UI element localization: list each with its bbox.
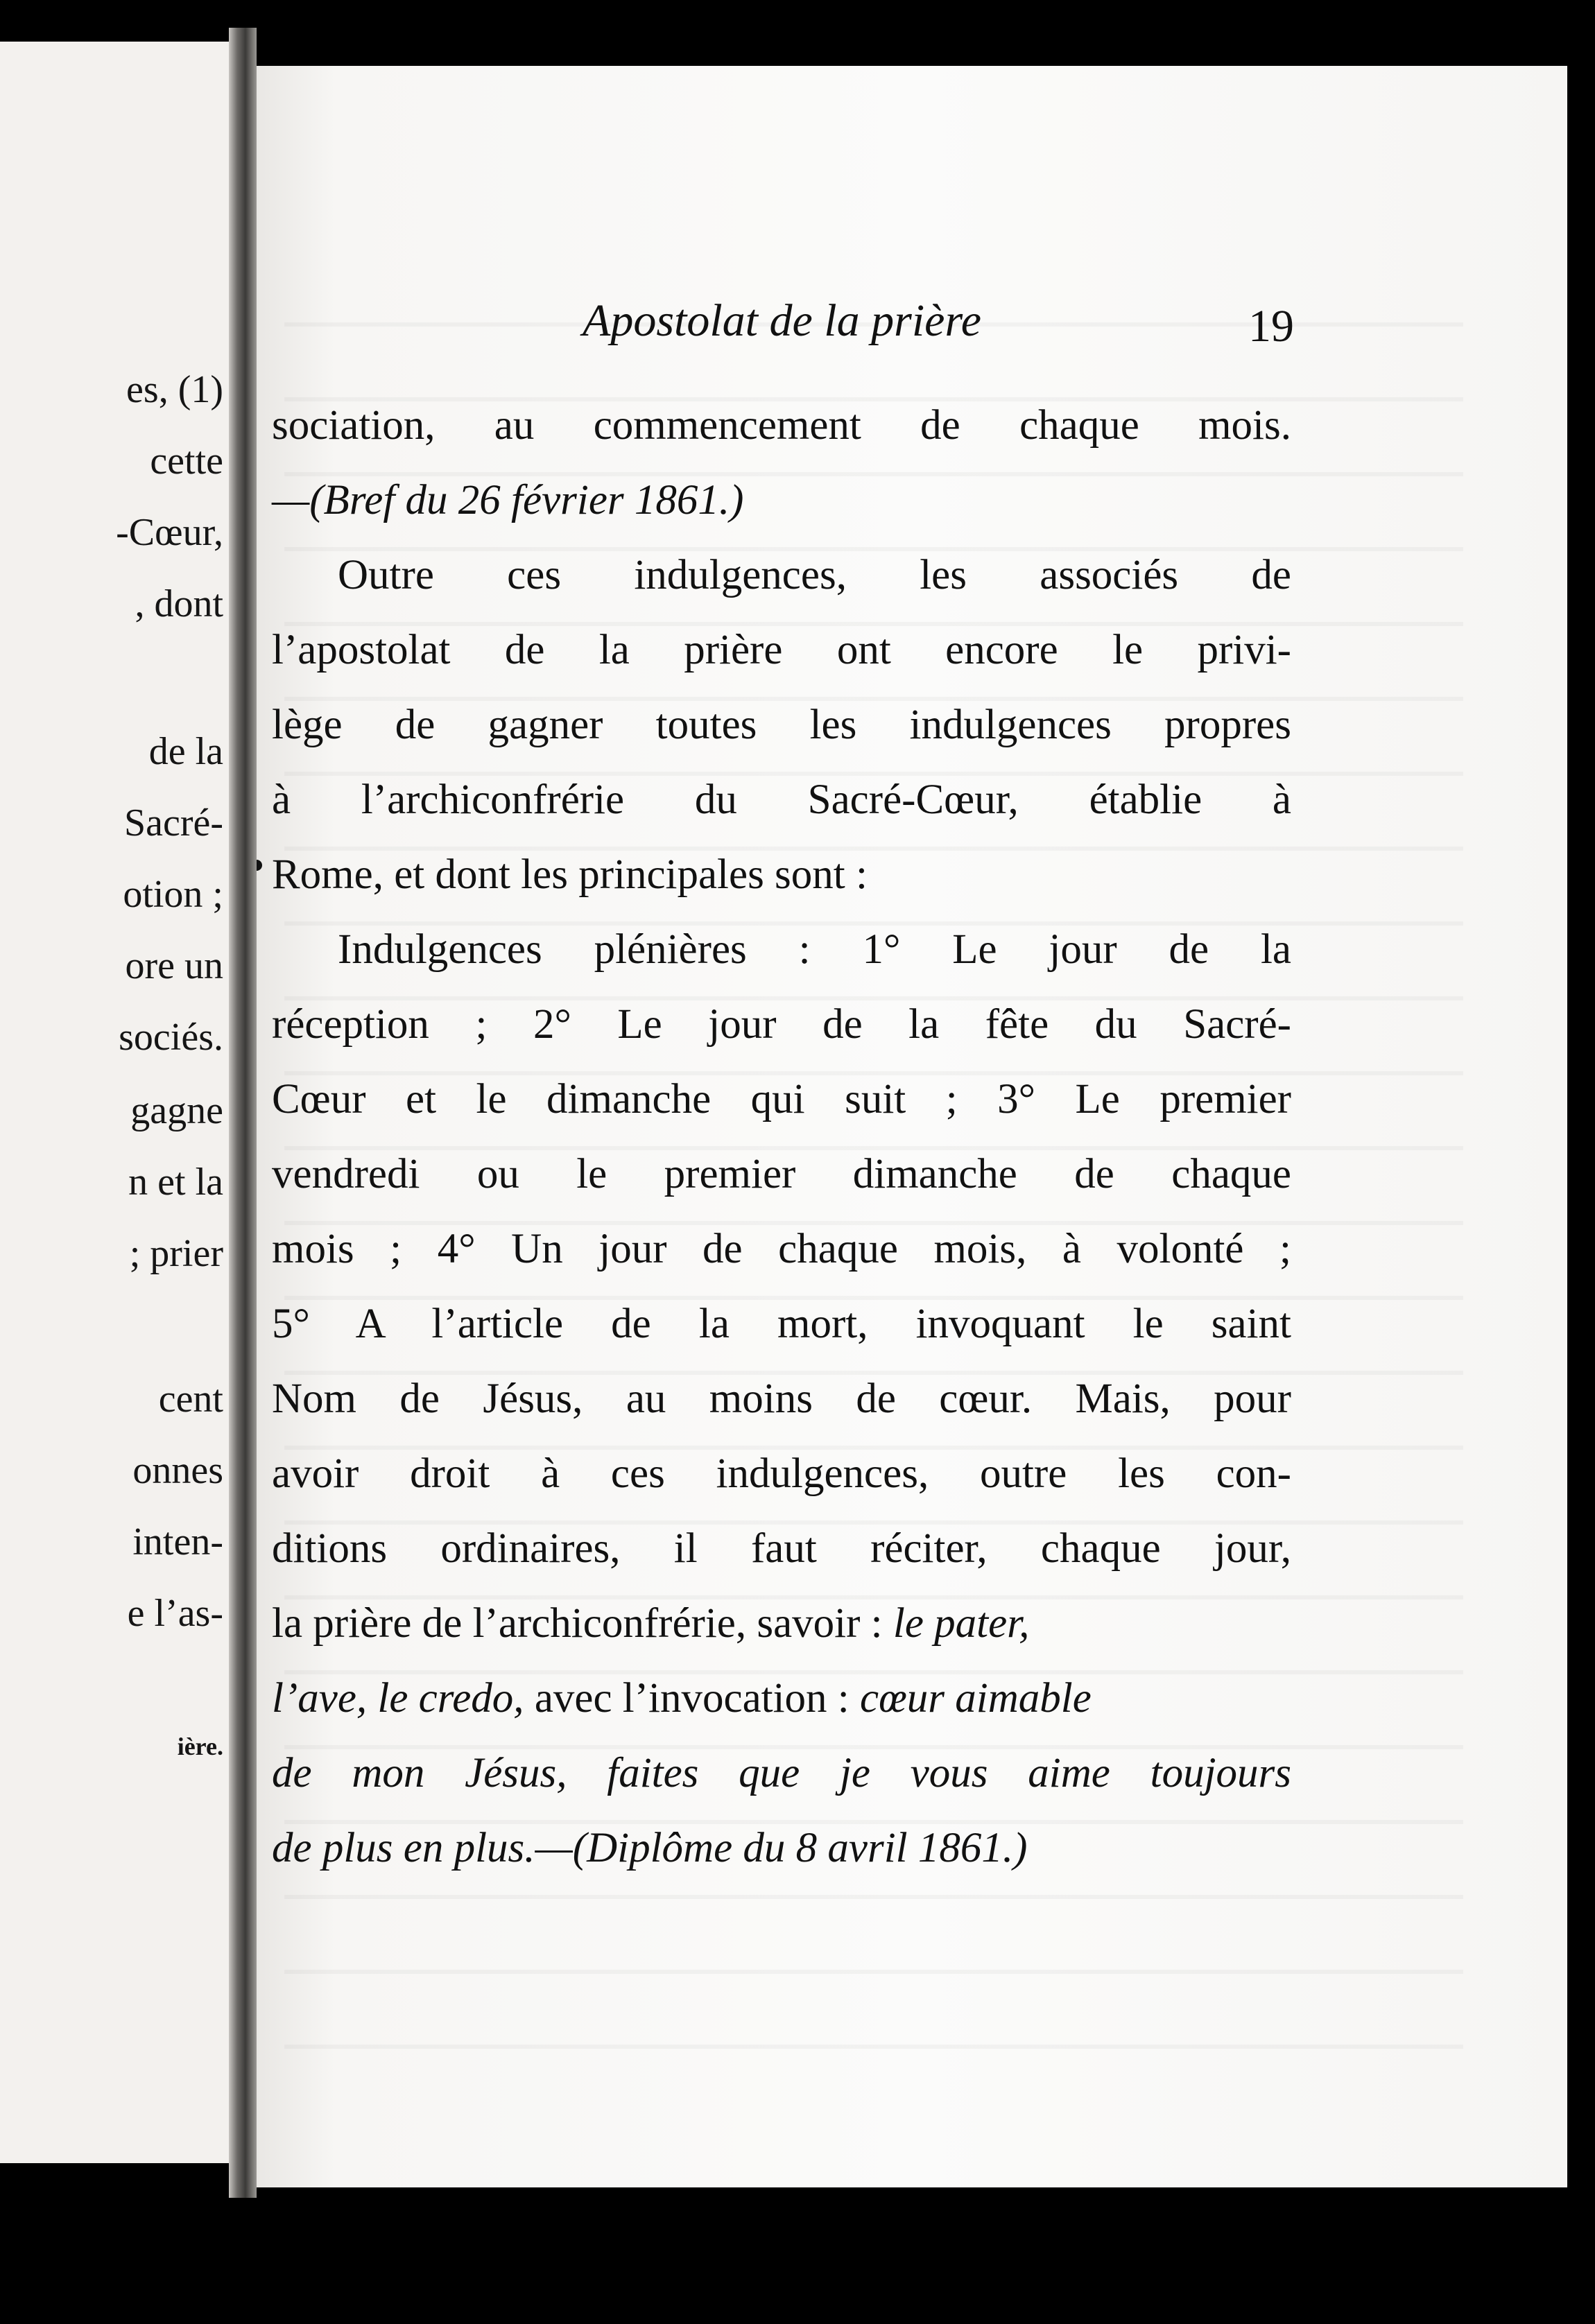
- body-text: [272, 388, 1291, 1886]
- left-fragment: gagne: [130, 1089, 223, 1132]
- left-fragment: de la: [148, 730, 223, 773]
- latin-prayer-names: l’ave, le credo,: [272, 1675, 524, 1722]
- left-fragment: otion ;: [123, 873, 223, 916]
- right-page: [257, 66, 1567, 2187]
- text-line: Rome, et dont les principales sont :: [272, 851, 868, 898]
- text-line: 5° A l’article de la mort, invoquant le saint: [272, 1301, 1291, 1347]
- text-line: sociation, au commencement de chaque mois.: [272, 402, 1291, 449]
- text-segment: avec l’invocation :: [534, 1675, 850, 1722]
- left-fragment: cent: [158, 1378, 223, 1421]
- left-fragment: n et la: [128, 1161, 223, 1204]
- text-line: lège de gagner toutes les indulgences propres: [272, 702, 1291, 748]
- invocation-text: de plus en plus.: [272, 1825, 535, 1871]
- left-fragment: , dont: [135, 582, 223, 625]
- left-fragment: e l’as-: [127, 1592, 223, 1635]
- left-fragment: inten-: [132, 1520, 223, 1563]
- text-segment: la prière de l’archiconfrérie, savoir :: [272, 1600, 883, 1647]
- text-line: avoir droit à ces indulgences, outre les con-: [272, 1450, 1291, 1497]
- citation-line: —(Bref du 26 février 1861.): [272, 477, 744, 523]
- text-line: Nom de Jésus, au moins de cœur. Mais, pour: [272, 1376, 1291, 1422]
- text-line: Indulgences plénières : 1° Le jour de la: [338, 926, 1291, 973]
- running-title: Apostolat de la prière: [583, 295, 981, 346]
- left-fragment: ore un: [125, 944, 223, 987]
- left-fragment: ière.: [177, 1733, 223, 1760]
- invocation-text: cœur aimable: [860, 1675, 1092, 1722]
- text-line: l’apostolat de la prière ont encore le privi-: [272, 627, 1291, 673]
- mixed-line: [272, 1586, 1291, 1661]
- text-line: Outre ces indulgences, les associés de: [338, 552, 1291, 598]
- text-line: réception ; 2° Le jour de la fête du Sacré-: [272, 1001, 1291, 1048]
- left-fragment: Sacré-: [123, 801, 223, 844]
- text-line: à l’archiconfrérie du Sacré-Cœur, établie à: [272, 777, 1291, 823]
- margin-dot: [257, 860, 262, 871]
- left-fragment: es, (1): [126, 368, 223, 411]
- left-fragment: -Cœur,: [116, 511, 223, 554]
- left-facing-page: [0, 42, 229, 2163]
- text-line: Cœur et le dimanche qui suit ; 3° Le premier: [272, 1076, 1291, 1122]
- mixed-line: [272, 1811, 1291, 1886]
- left-fragment: ; prier: [129, 1232, 223, 1275]
- mixed-line: [272, 1661, 1291, 1736]
- latin-prayer-names: le pater,: [893, 1600, 1030, 1647]
- text-line: mois ; 4° Un jour de chaque mois, à volonté ;: [272, 1226, 1291, 1272]
- book-gutter: [229, 28, 257, 2198]
- left-fragment: sociés.: [119, 1016, 223, 1059]
- left-fragment: cette: [150, 440, 223, 483]
- text-line: ditions ordinaires, il faut réciter, chaque jour,: [272, 1525, 1291, 1572]
- invocation-line: de mon Jésus, faites que je vous aime toujours: [272, 1750, 1291, 1796]
- citation-text: —(Diplôme du 8 avril 1861.): [535, 1825, 1028, 1871]
- text-line: vendredi ou le premier dimanche de chaque: [272, 1151, 1291, 1197]
- page-number: 19: [1248, 301, 1294, 352]
- left-fragment: onnes: [132, 1449, 223, 1492]
